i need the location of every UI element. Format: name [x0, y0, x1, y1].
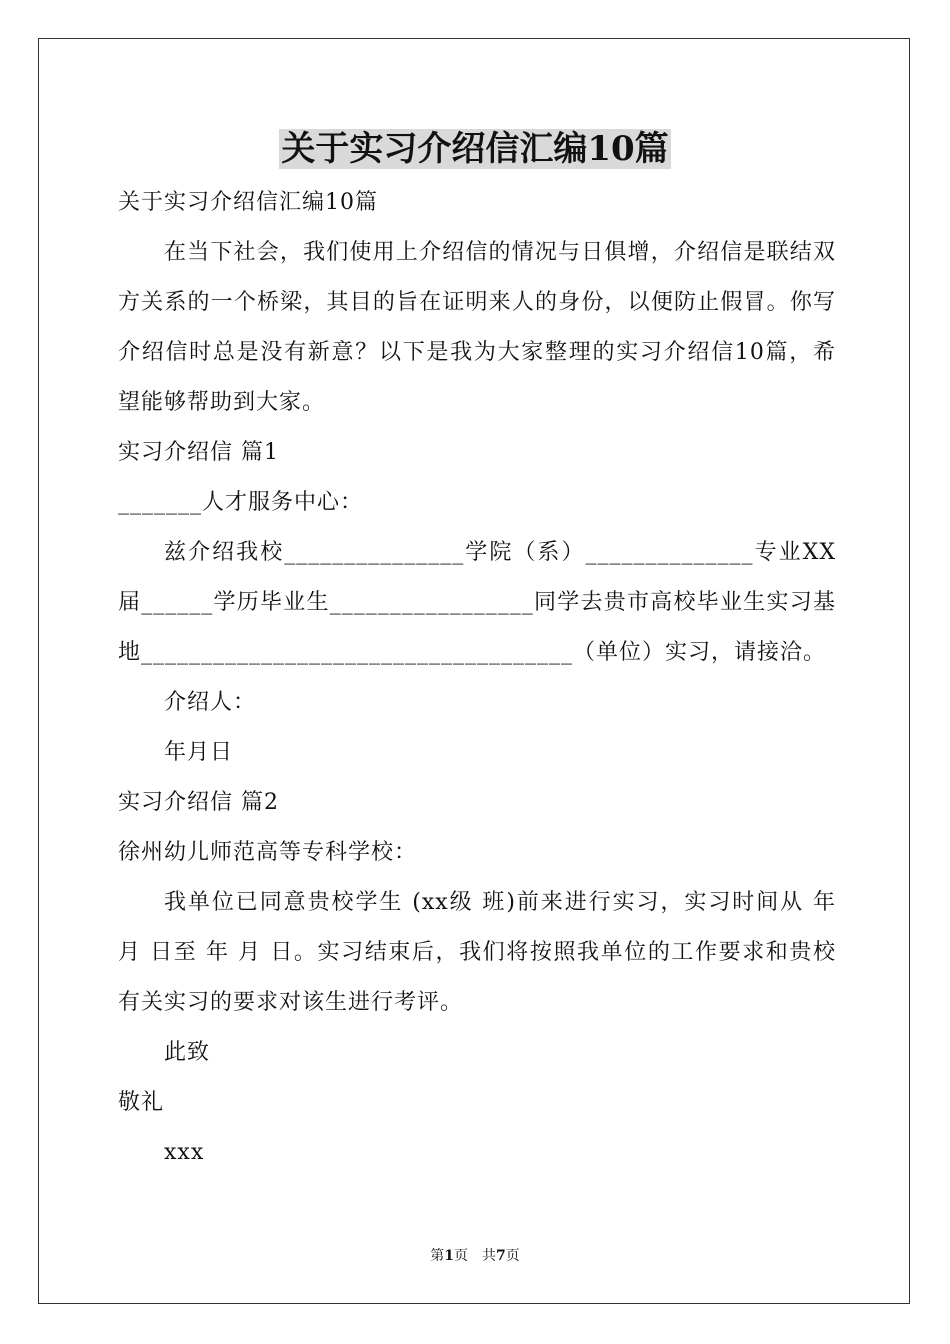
footer-mid: 页 共 — [454, 1248, 496, 1264]
intro-paragraph: 在当下社会，我们使用上介绍信的情况与日俱增，介绍信是联结双方关系的一个桥梁，其目的旨在证明来人的身份，以便防止假冒。你写介绍信时总是没有新意？以下是我为大家整理的实习介绍信10篇，希望能够帮助到大家。 — [118, 240, 836, 415]
section-heading-2: 实习介绍信 篇2 — [118, 790, 279, 815]
subtitle-line: 关于实习介绍信汇编10篇 — [118, 190, 378, 215]
footer-total-pages: 7 — [496, 1248, 506, 1264]
title-text: 关于实习介绍信汇编10篇 — [281, 129, 669, 169]
letter-2-signature: xxx — [164, 1140, 205, 1165]
letter-1-date: 年月日 — [164, 740, 234, 765]
footer-suffix: 页 — [505, 1248, 520, 1264]
section-heading-1: 实习介绍信 篇1 — [118, 440, 279, 465]
letter-2-salutation: 敬礼 — [118, 1090, 165, 1115]
letter-1-body: 兹介绍我校_______________学院（系）______________专业XX届______学历毕业生_________________同学去贵市高校毕业生实习基地____________________________________（单位）实习，请接洽。 — [118, 540, 836, 665]
letter-1-addressee: _______人才服务中心： — [118, 490, 364, 515]
page-footer — [0, 1246, 950, 1266]
letter-2-closing: 此致 — [164, 1040, 211, 1065]
letter-2-body: 我单位已同意贵校学生 (xx级 班)前来进行实习，实习时间从 年 月 日至 年 月 日。实习结束后，我们将按照我单位的工作要求和贵校有关实习的要求对该生进行考评。 — [118, 890, 836, 1015]
letter-1-introducer: 介绍人： — [164, 690, 257, 715]
document-title — [0, 126, 950, 172]
document-body — [118, 178, 836, 1178]
footer-prefix: 第 — [430, 1248, 445, 1264]
footer-page-number: 1 — [444, 1248, 454, 1264]
letter-2-addressee: 徐州幼儿师范高等专科学校： — [118, 840, 418, 865]
